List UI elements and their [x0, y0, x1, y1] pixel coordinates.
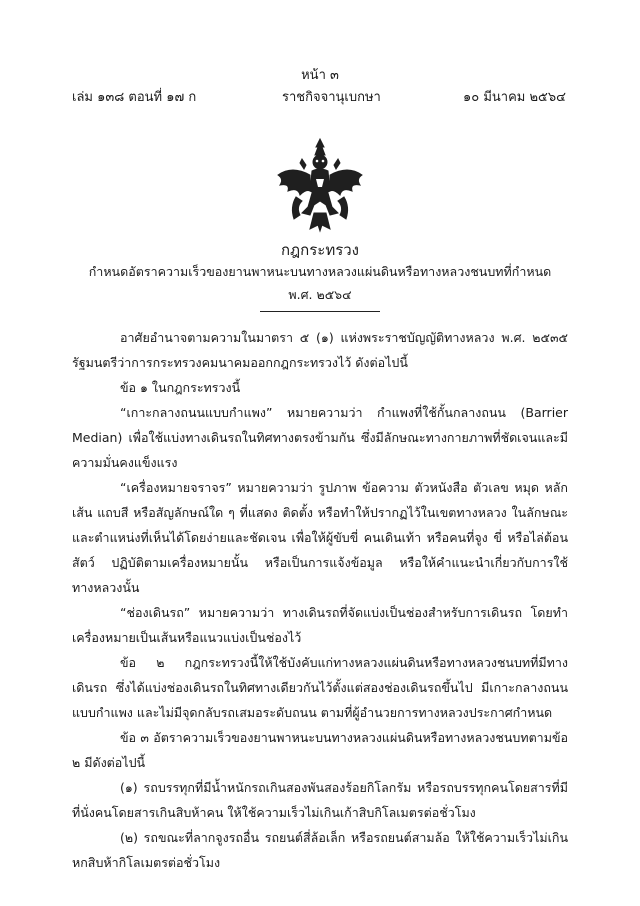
regulation-body [72, 325, 568, 875]
divider [260, 311, 380, 312]
paragraph: ข้อ ๒ กฎกระทรวงนี้ให้ใช้บังคับแก่ทางหลวงแผ่นดินหรือทางหลวงชนบทที่มีทางเดินรถ ซึ่งได้แบ่งช่องเดินรถในทิศทางเดียวกันไว้ตั้งแต่สองช่องเดินรถขึ้นไป มีเกาะกลางถนนแบบกำแพง และไม่มีจุดกลับรถเสมอระดับถนน ตามที่ผู้อำนวยการทางหลวงประกาศกำหนด [72, 655, 568, 720]
paragraph: (๑) รถบรรทุกที่มีน้ำหนักรถเกินสองพันสองร้อยกิโลกรัม หรือรถบรรทุกคนโดยสารที่มีที่นั่งคนโดยสารเกินสิบห้าคน ให้ใช้ความเร็วไม่เกินเก้าสิบกิโลเมตรต่อชั่วโมง [72, 780, 568, 820]
paragraph: “เครื่องหมายจราจร” หมายความว่า รูปภาพ ข้อความ ตัวหนังสือ ตัวเลข หมุด หลัก เส้น แถบสี หรือสัญลักษณ์ใด ๆ ที่แสดง ติดตั้ง หรือทำให้ปรากฏไว้ในเขตทางหลวง ในลักษณะและตำแหน่งที่เห็นได้โดยง่ายและชัดเจน เพื่อให้ผู้ขับขี่ คนเดินเท้า หรือคนที่จูง ขี่ หรือไล่ต้อนสัตว์ ปฏิบัติตามเครื่องหมายนั้น หรือเป็นการแจ้งข้อมูล หรือให้คำแนะนำเกี่ยวกับการใช้ทางหลวงนั้น [72, 480, 568, 595]
page-number: หน้า ๓ [301, 68, 339, 83]
regulation-title: กฎกระทรวง [280, 241, 360, 259]
paragraph: อาศัยอำนาจตามความในมาตรา ๕ (๑) แห่งพระราชบัญญัติทางหลวง พ.ศ. ๒๕๓๕ รัฐมนตรีว่าการกระทรวงคมนาคมออกกฎกระทรวงไว้ ดังต่อไปนี้ [72, 330, 568, 370]
regulation-subtitle: กำหนดอัตราความเร็วของยานพาหนะบนทางหลวงแผ่นดินหรือทางหลวงชนบทที่กำหนด [88, 264, 552, 279]
volume-issue: เล่ม ๑๓๘ ตอนที่ ๑๗ ก [72, 90, 197, 105]
gazette-name: ราชกิจจานุเบกษา [282, 90, 381, 105]
paragraph: ข้อ ๓ อัตราความเร็วของยานพาหนะบนทางหลวงแผ่นดินหรือทางหลวงชนบทตามข้อ ๒ มีดังต่อไปนี้ [72, 730, 568, 770]
regulation-year: พ.ศ. ๒๕๖๔ [288, 287, 352, 302]
garuda-emblem-icon [272, 135, 368, 235]
paragraph: ข้อ ๑ ในกฎกระทรวงนี้ [120, 380, 241, 395]
paragraph: “เกาะกลางถนนแบบกำแพง” หมายความว่า กำแพงที่ใช้กั้นกลางถนน (Barrier Median) เพื่อใช้แบ่งทางเดินรถในทิศทางตรงข้ามกัน ซึ่งมีลักษณะทางกายภาพที่ชัดเจนและมีความมั่นคงแข็งแรง [72, 405, 568, 470]
paragraph: (๒) รถขณะที่ลากจูงรถอื่น รถยนต์สี่ล้อเล็ก หรือรถยนต์สามล้อ ให้ใช้ความเร็วไม่เกินหกสิบห้ากิโลเมตรต่อชั่วโมง [72, 830, 568, 870]
paragraph: “ช่องเดินรถ” หมายความว่า ทางเดินรถที่จัดแบ่งเป็นช่องสำหรับการเดินรถ โดยทำเครื่องหมายเป็นเส้นหรือแนวแบ่งเป็นช่องไว้ [72, 605, 568, 645]
publication-date: ๑๐ มีนาคม ๒๕๖๔ [463, 90, 566, 105]
